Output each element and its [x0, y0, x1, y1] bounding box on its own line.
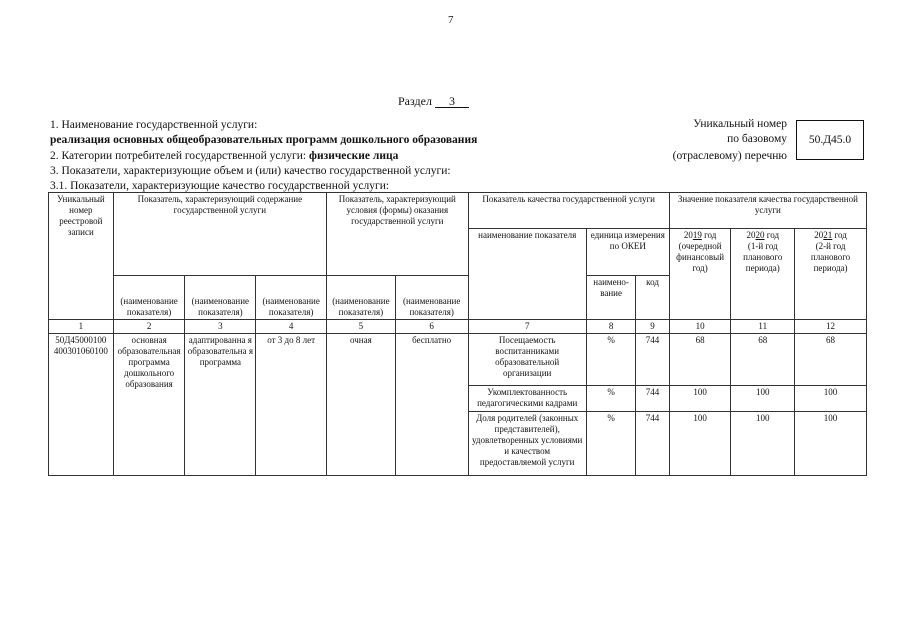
indicator-code: 744 — [636, 411, 669, 475]
indicators-label: 3. Показатели, характеризующие объем и (или) качество государственной услуги: — [50, 165, 451, 177]
indicator-name: Доля родителей (законных представителей), удовлетворенных условиями и качеством предоставляемой услуги — [468, 411, 586, 475]
content-value-2: адаптированна я образовательна я программа — [185, 333, 256, 475]
indicator-unit: % — [586, 385, 636, 411]
indicator-unit: % — [586, 411, 636, 475]
unique-number-line3: (отраслевому) перечню — [672, 150, 787, 162]
section-label: Раздел — [398, 94, 432, 108]
unique-number-line1: Уникальный номер — [693, 118, 787, 130]
content-value-1: основная образовательная программа дошкольного образования — [113, 333, 185, 475]
col-number: 5 — [327, 319, 396, 333]
header-year-1: 2019 год (очередной финансовый год) — [669, 228, 731, 319]
col-number: 7 — [468, 319, 586, 333]
indicator-value-2: 100 — [731, 385, 795, 411]
indicator-name: Укомплектованность педагогическими кадрами — [468, 385, 586, 411]
condition-value-1: очная — [327, 333, 396, 475]
indicator-value-3: 100 — [795, 385, 867, 411]
col-number: 6 — [395, 319, 468, 333]
indicator-code: 744 — [636, 333, 669, 385]
header-unit-name: наимено-вание — [586, 275, 636, 319]
sub-content-3: (наименование показателя) — [256, 275, 327, 319]
col-number: 3 — [185, 319, 256, 333]
header-conditions-spacer — [327, 228, 469, 275]
header-content: Показатель, характеризующий содержание государственной услуги — [113, 193, 326, 229]
registry-number: 50Д45000100 400301060100 — [49, 333, 114, 475]
unique-number-line2: по базовому — [727, 133, 787, 145]
header-content-spacer — [113, 228, 326, 275]
content-value-3: от 3 до 8 лет — [256, 333, 327, 475]
header-unit: единица измерения по ОКЕИ — [586, 228, 669, 275]
header-value: Значение показателя качества государственной услуги — [669, 193, 866, 229]
header-year-3: 2021 год (2-й год планового периода) — [795, 228, 867, 319]
categories-line — [50, 150, 398, 162]
service-name: реализация основных общеобразовательных программ дошкольного образования — [50, 134, 478, 146]
sub-conditions-1: (наименование показателя) — [327, 275, 396, 319]
page-number: 7 — [448, 14, 454, 26]
col-number: 1 — [49, 319, 114, 333]
indicator-value-1: 68 — [669, 333, 731, 385]
col-number: 11 — [731, 319, 795, 333]
categories-label: 2. Категории потребителей государственной услуги: — [50, 150, 307, 162]
header-registry: Уникальный номер реестровой записи — [49, 193, 114, 320]
col-number: 9 — [636, 319, 669, 333]
section-heading — [398, 94, 469, 109]
sub-conditions-2: (наименование показателя) — [395, 275, 468, 319]
quality-indicators-table — [48, 192, 867, 476]
indicator-value-3: 68 — [795, 333, 867, 385]
header-unit-code: код — [636, 275, 669, 319]
header-year-2: 2020 год (1-й год планового периода) — [731, 228, 795, 319]
condition-value-2: бесплатно — [395, 333, 468, 475]
indicator-value-1: 100 — [669, 411, 731, 475]
header-conditions: Показатель, характеризующий условия (формы) оказания государственной услуги — [327, 193, 469, 229]
section-number: 3 — [435, 95, 469, 108]
service-name-label: 1. Наименование государственной услуги: — [50, 119, 258, 131]
indicator-name: Посещаемость воспитанниками образовательной организации — [468, 333, 586, 385]
header-quality: Показатель качества государственной услуги — [468, 193, 669, 229]
quality-label: 3.1. Показатели, характеризующие качество государственной услуги: — [50, 180, 390, 192]
header-indicator-name: наименование показателя — [468, 228, 586, 319]
col-number: 10 — [669, 319, 731, 333]
col-number: 12 — [795, 319, 867, 333]
sub-content-1: (наименование показателя) — [113, 275, 185, 319]
indicator-value-3: 100 — [795, 411, 867, 475]
col-number: 4 — [256, 319, 327, 333]
unique-number-code: 50.Д45.0 — [796, 120, 864, 160]
indicator-unit: % — [586, 333, 636, 385]
col-number: 8 — [586, 319, 636, 333]
indicator-value-1: 100 — [669, 385, 731, 411]
indicator-value-2: 68 — [731, 333, 795, 385]
sub-content-2: (наименование показателя) — [185, 275, 256, 319]
categories-value: физические лица — [308, 150, 399, 162]
indicator-value-2: 100 — [731, 411, 795, 475]
col-number: 2 — [113, 319, 185, 333]
indicator-code: 744 — [636, 385, 669, 411]
